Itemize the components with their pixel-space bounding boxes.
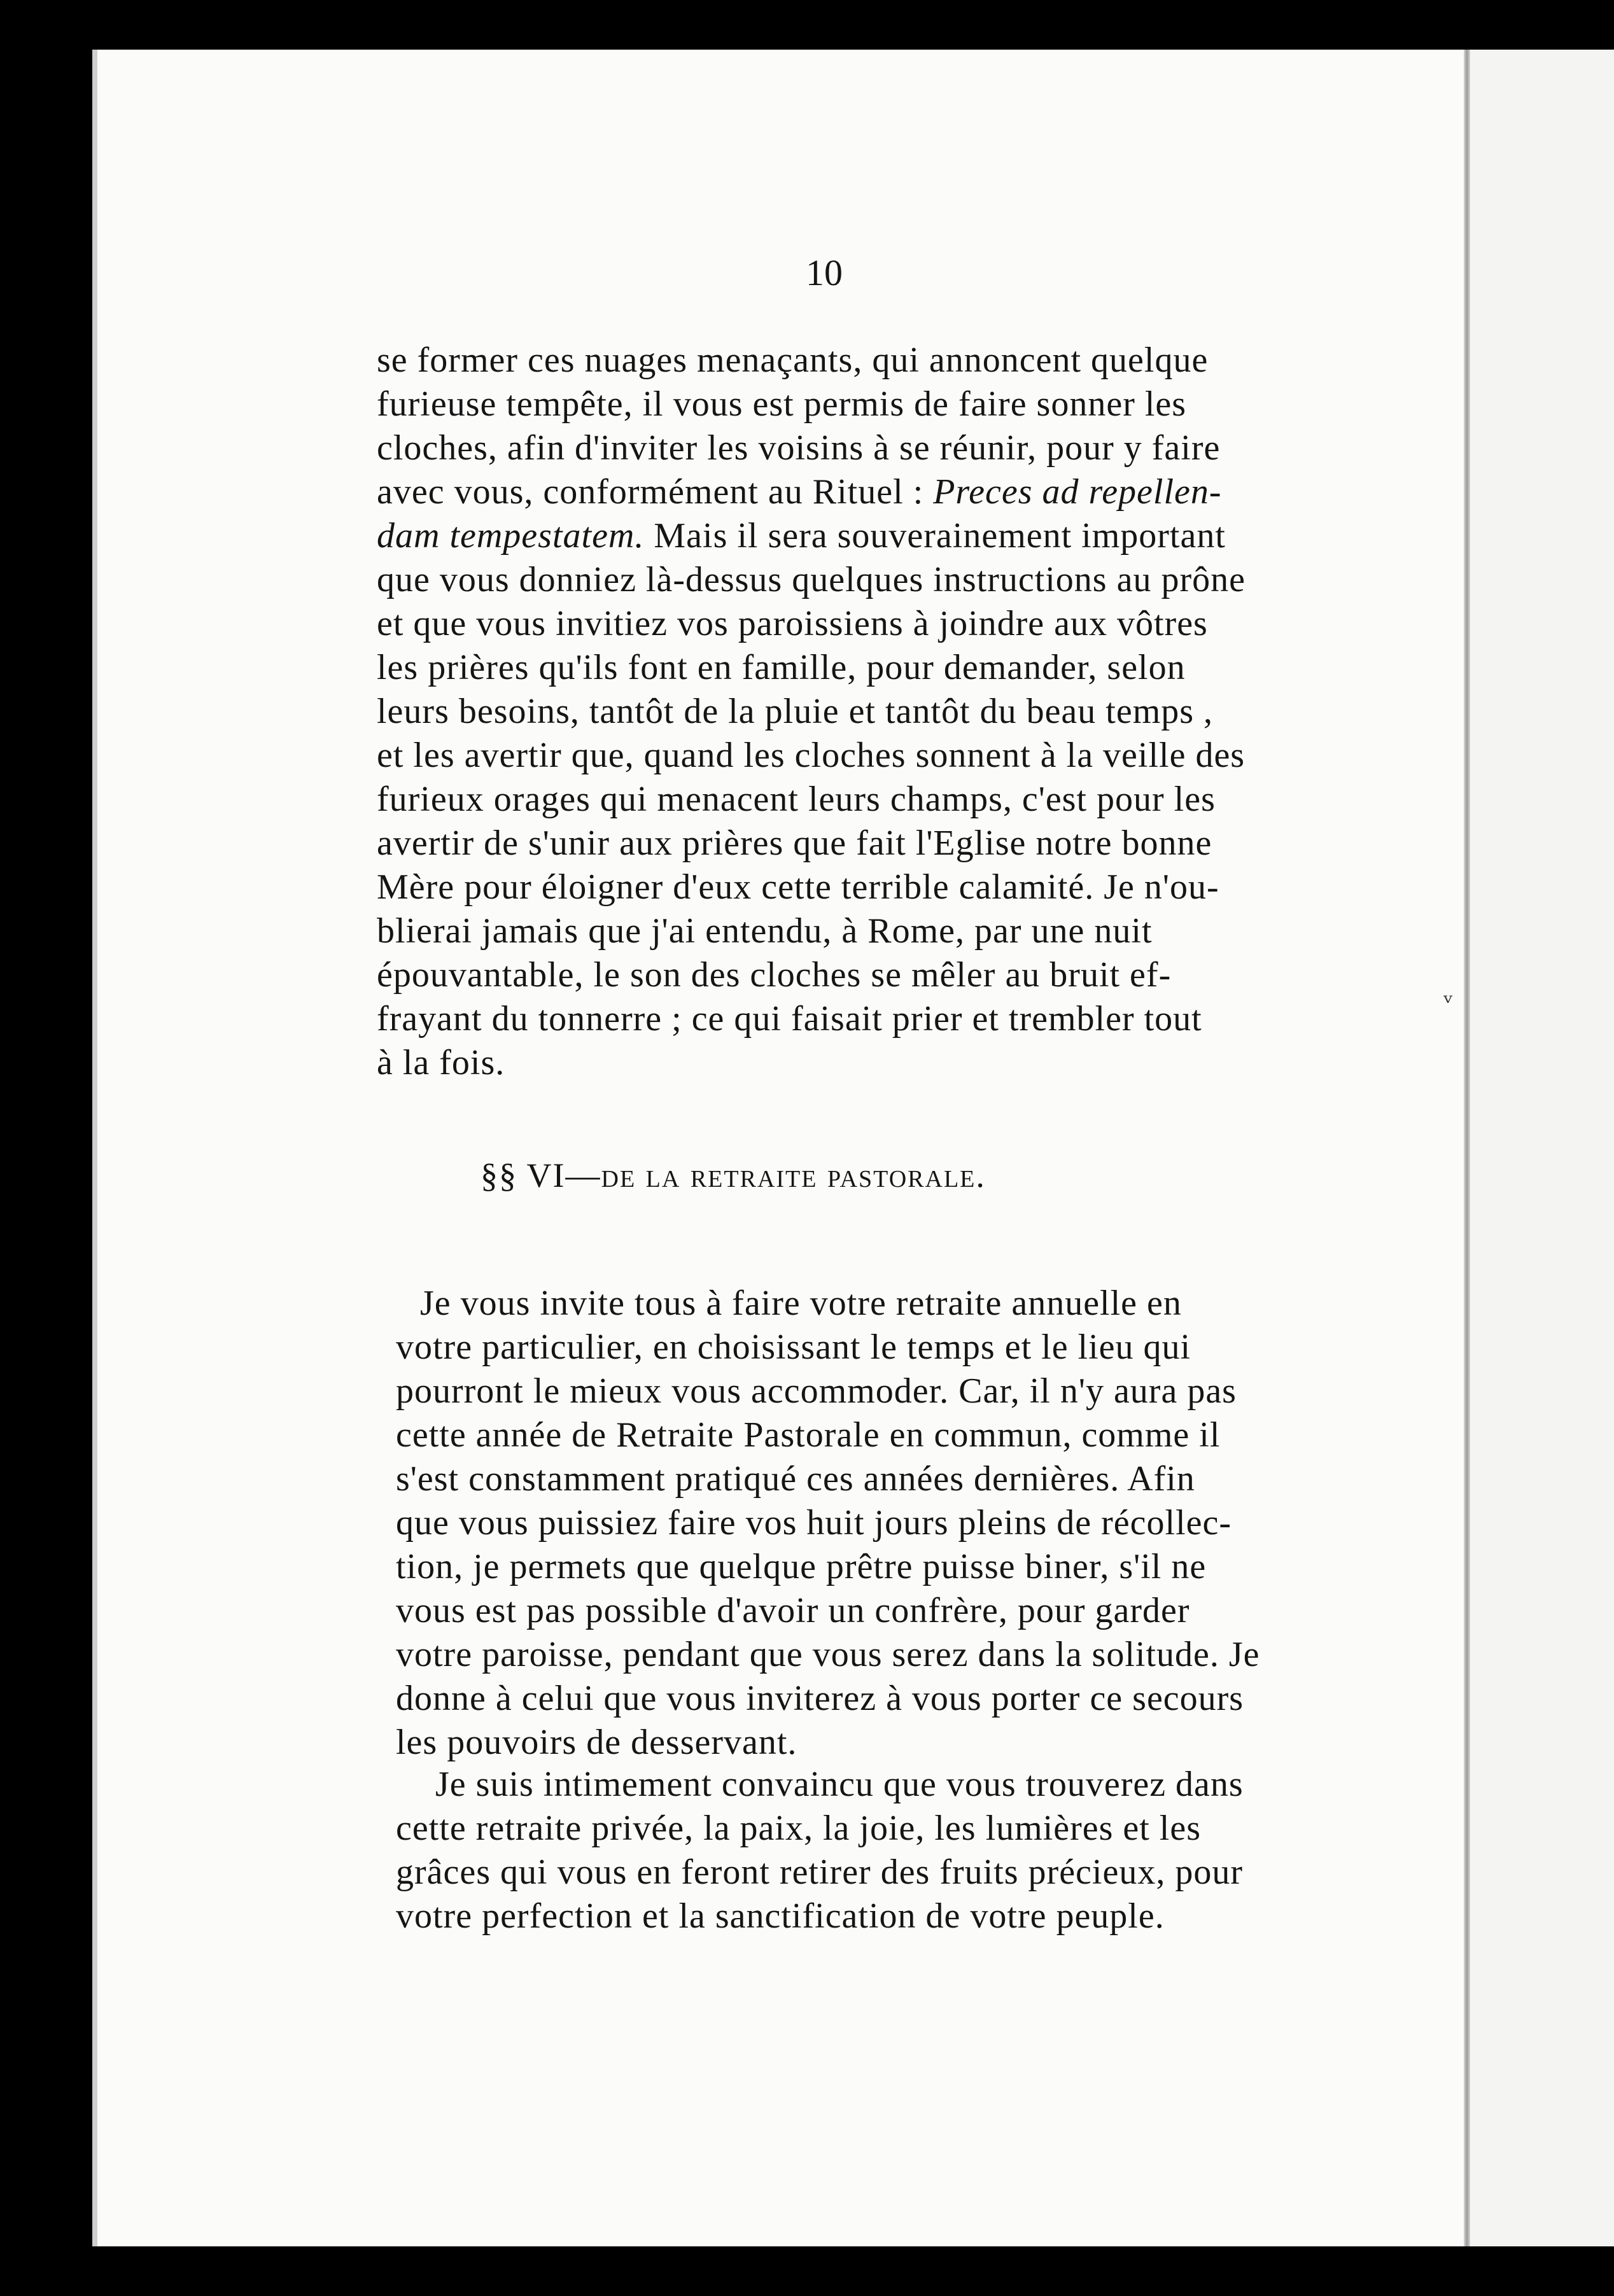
- text-line: [377, 474, 1222, 510]
- italic-phrase: Preces ad repellen-: [933, 472, 1222, 512]
- text-line: [377, 518, 1226, 554]
- text-line: votre particulier, en choisissant le temps et le lieu qui: [396, 1327, 1191, 1367]
- text-line: frayant du tonnerre ; ce qui faisait prier et trembler tout: [377, 999, 1202, 1039]
- text-line: votre paroisse, pendant que vous serez dans la solitude. Je: [396, 1635, 1260, 1674]
- text-line: blierai jamais que j'ai entendu, à Rome, par une nuit: [377, 911, 1153, 951]
- text-line: donne à celui que vous inviterez à vous porter ce secours: [396, 1679, 1244, 1718]
- text-line: s'est constamment pratiqué ces années dernières. Afin: [396, 1459, 1195, 1499]
- text-line: que vous donniez là-dessus quelques instructions au prône: [377, 560, 1246, 599]
- text-line: les pouvoirs de desservant.: [396, 1723, 797, 1762]
- text-line: se former ces nuages menaçants, qui annoncent quelque: [377, 340, 1209, 380]
- text-line: leurs besoins, tantôt de la pluie et tantôt du beau temps ,: [377, 692, 1214, 731]
- text-line: et que vous invitiez vos paroissiens à joindre aux vôtres: [377, 604, 1208, 643]
- text-line: à la fois.: [377, 1043, 505, 1082]
- text-line: tion, je permets que quelque prêtre puisse biner, s'il ne: [396, 1547, 1207, 1586]
- text-line: que vous puissiez faire vos huit jours pleins de récollec-: [396, 1503, 1232, 1543]
- roman-phrase: avec vous, conformément au Rituel :: [377, 472, 934, 512]
- page-number: 10: [806, 252, 843, 293]
- text-line: furieux orages qui menacent leurs champs, c'est pour les: [377, 780, 1216, 819]
- text-line: avertir de s'unir aux prières que fait l'Eglise notre bonne: [377, 823, 1212, 863]
- roman-phrase: Mais il sera souverainement important: [644, 516, 1226, 556]
- text-line: épouvantable, le son des cloches se mêler au bruit ef-: [377, 955, 1172, 995]
- italic-phrase: dam tempestatem.: [377, 516, 645, 556]
- text-line: et les avertir que, quand les cloches sonnent à la veille des: [377, 736, 1246, 775]
- text-line: les prières qu'ils font en famille, pour demander, selon: [377, 648, 1186, 687]
- text-line: furieuse tempête, il vous est permis de faire sonner les: [377, 384, 1187, 424]
- text-line: cette retraite privée, la paix, la joie, les lumières et les: [396, 1809, 1202, 1848]
- text-line: Mère pour éloigner d'eux cette terrible calamité. Je n'ou-: [377, 867, 1219, 907]
- section-heading-title: de la retraite pastorale.: [601, 1156, 986, 1194]
- text-line: pourront le mieux vous accommoder. Car, il n'y aura pas: [396, 1371, 1237, 1411]
- page-gutter: [1464, 50, 1470, 2246]
- text-line: cette année de Retraite Pastorale en commun, comme il: [396, 1415, 1221, 1455]
- text-line: Je vous invite tous à faire votre retraite annuelle en: [420, 1284, 1182, 1323]
- text-line: votre perfection et la sanctification de votre peuple.: [396, 1896, 1165, 1936]
- text-line: cloches, afin d'inviter les voisins à se réunir, pour y faire: [377, 428, 1221, 468]
- section-heading: [481, 1158, 986, 1193]
- page-left-edge: [92, 50, 97, 2246]
- text-line: vous est pas possible d'avoir un confrère, pour garder: [396, 1591, 1190, 1630]
- section-heading-prefix: §§ VI—: [481, 1156, 601, 1194]
- gutter-tick-mark: ᵥ: [1443, 980, 1453, 1009]
- adjacent-page: [1470, 50, 1614, 2246]
- text-line: Je suis intimement convaincu que vous trouverez dans: [435, 1765, 1244, 1804]
- text-line: grâces qui vous en feront retirer des fruits précieux, pour: [396, 1852, 1243, 1892]
